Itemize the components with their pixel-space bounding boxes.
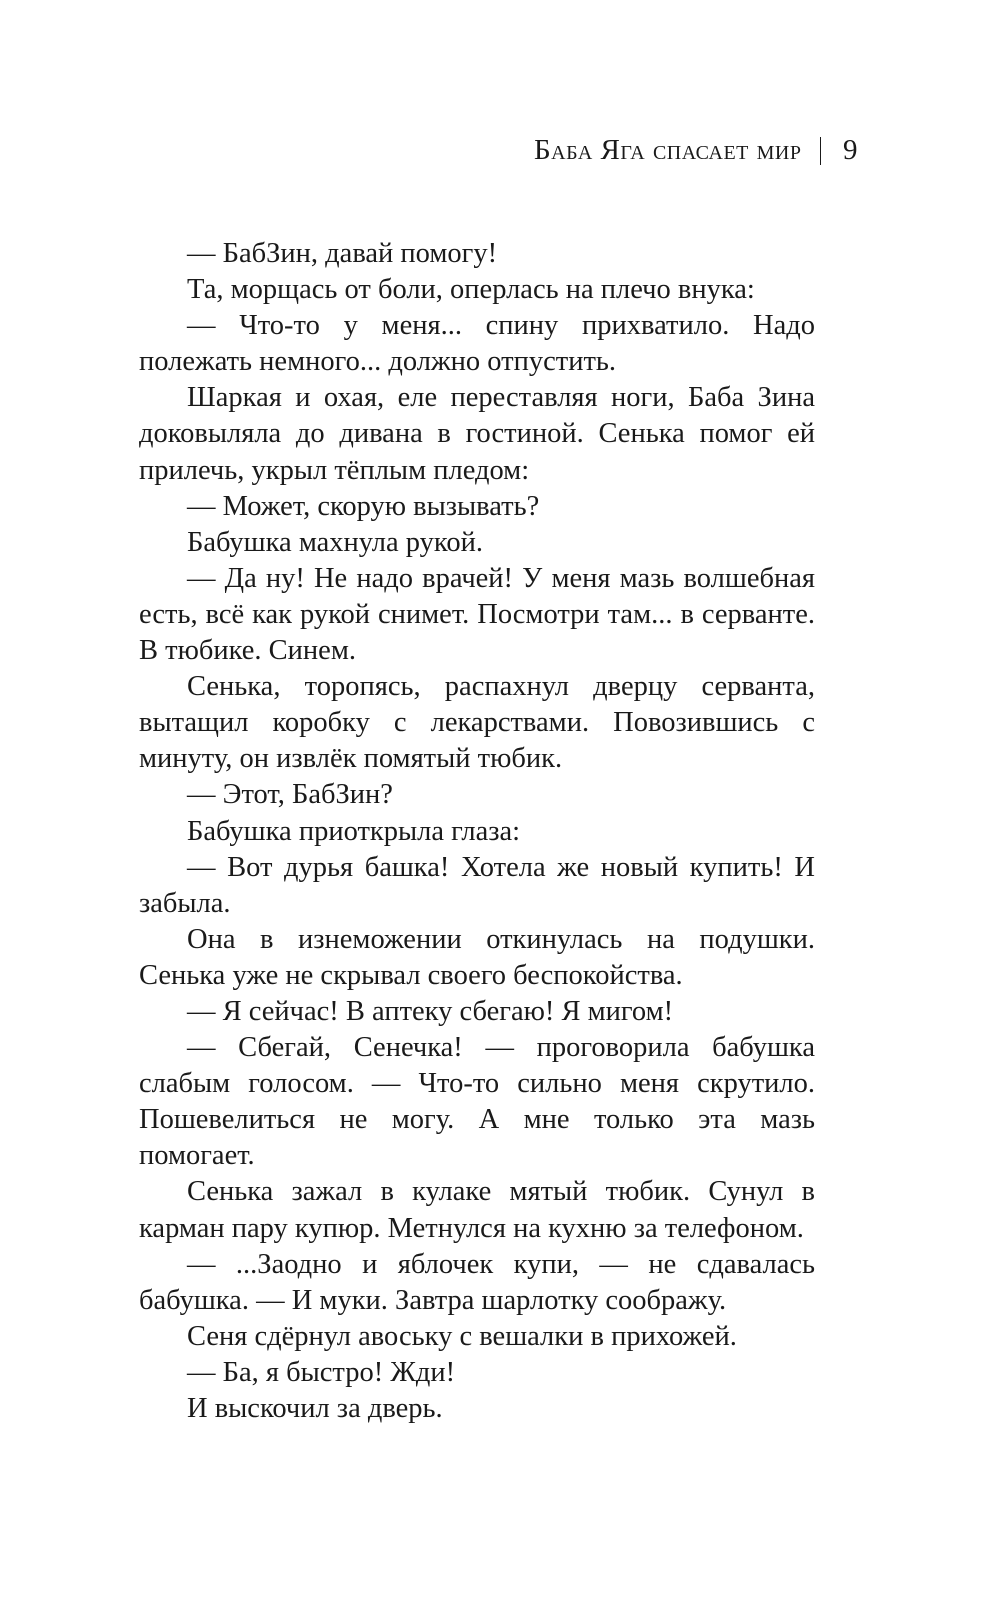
paragraph: — Сбегай, Сенечка! — проговорила бабушка слабым голосом. — Что-то сильно меня скрутило. Пошевелиться не могу. А мне только эта мазь помогает.: [139, 1032, 815, 1172]
paragraph: Она в изнеможении откинулась на подушки. Сенька уже не скрывал своего беспокойства.: [139, 923, 815, 991]
book-title: Баба Яга спасает мир: [534, 134, 802, 166]
paragraph: Бабушка приоткрыла глаза:: [187, 815, 521, 847]
paragraph: — Я сейчас! В аптеку сбегаю! Я мигом!: [187, 995, 674, 1027]
paragraph: — Ба, я быстро! Жди!: [187, 1356, 456, 1388]
paragraph: И выскочил за дверь.: [187, 1393, 443, 1424]
page-number: 9: [843, 134, 858, 166]
paragraph: Сенька зажал в кулаке мятый тюбик. Сунул в карман пару купюр. Метнулся на кухню за телефоном.: [139, 1176, 815, 1244]
paragraph: — ...Заодно и яблочек купи, — не сдавалась бабушка. — И муки. Завтра шарлотку соображу.: [139, 1248, 815, 1316]
paragraph: — Что-то у меня... спину прихватило. Надо полежать немного... должно отпустить.: [139, 310, 815, 378]
paragraph: — Да ну! Не надо врачей! У меня мазь волшебная есть, всё как рукой снимет. Посмотри там... в серванте. В тюбике. Синем.: [139, 562, 815, 667]
paragraph: Та, морщась от боли, оперлась на плечо внука:: [187, 274, 755, 306]
paragraph: — БабЗин, давай помогу!: [187, 238, 498, 269]
running-header: [534, 134, 858, 167]
paragraph: Шаркая и охая, еле переставляя ноги, Баба Зина доковыляла до дивана в гостиной. Сенька помог ей прилечь, укрыл тёплым пледом:: [139, 382, 815, 486]
header-separator: [820, 137, 822, 165]
paragraph: — Может, скорую вызывать?: [187, 490, 540, 522]
paragraph: — Этот, БабЗин?: [187, 779, 393, 811]
paragraph: — Вот дурья башка! Хотела же новый купить! И забыла.: [139, 851, 815, 919]
paragraph: Сеня сдёрнул авоську с вешалки в прихожей.: [187, 1320, 737, 1352]
paragraph: Бабушка махнула рукой.: [187, 526, 483, 558]
body-text: [139, 236, 815, 1427]
paragraph: Сенька, торопясь, распахнул дверцу серванта, вытащил коробку с лекарствами. Повозившись с минуту, он извлёк помятый тюбик.: [139, 671, 815, 775]
